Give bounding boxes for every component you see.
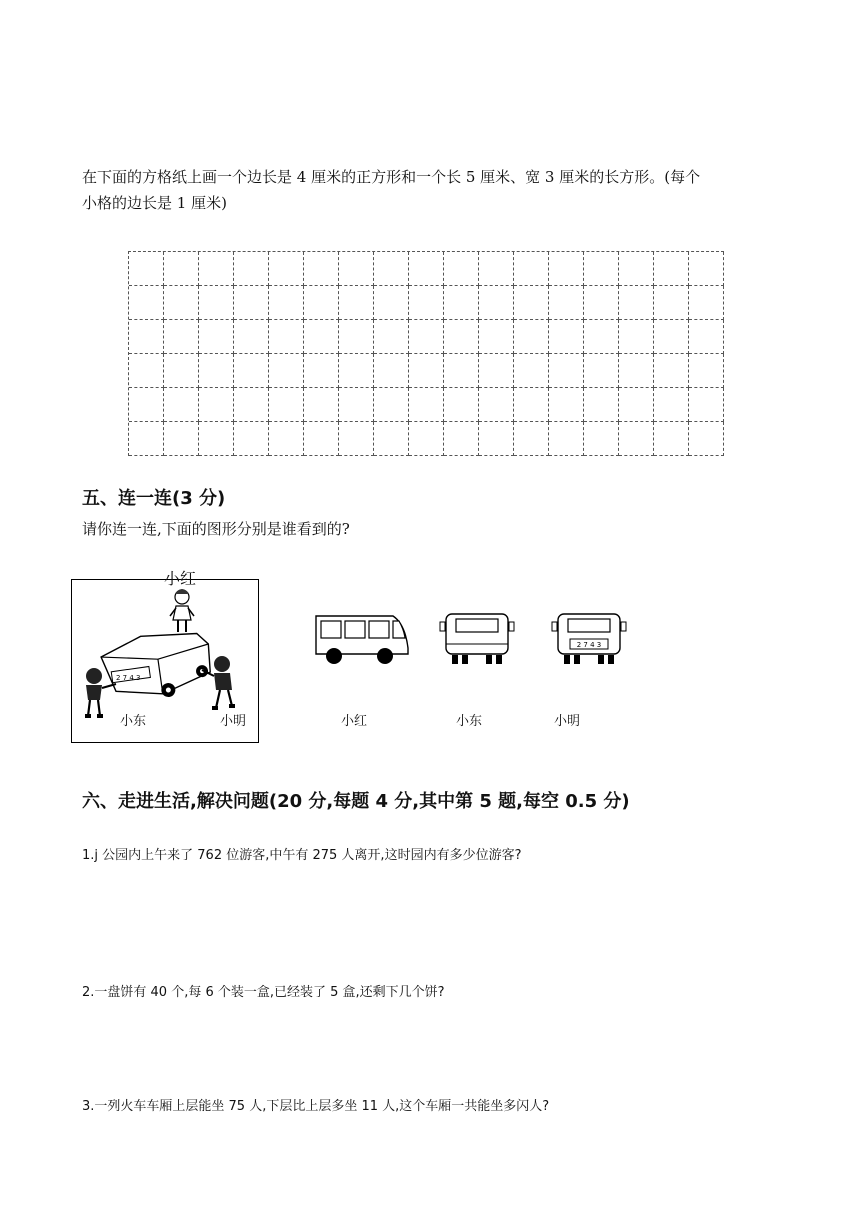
scene-label-right: 小明: [220, 714, 247, 729]
grid-cell: [444, 320, 479, 354]
grid-cell: [444, 388, 479, 422]
grid-cell: [129, 286, 164, 320]
grid-cell: [199, 286, 234, 320]
grid-cell: [654, 422, 689, 456]
grid-cell: [479, 388, 514, 422]
grid-cell: [339, 354, 374, 388]
grid-cell: [619, 320, 654, 354]
grid-cell: [444, 354, 479, 388]
grid-cell: [689, 252, 724, 286]
grid-cell: [584, 422, 619, 456]
grid-cell: [199, 422, 234, 456]
scene-label-top: 小红: [164, 569, 197, 588]
view-side: [313, 612, 411, 672]
grid-cell: [549, 388, 584, 422]
grid-cell: [234, 320, 269, 354]
view-label-2: 小东: [456, 714, 483, 729]
grid-cell: [234, 422, 269, 456]
grid-cell: [269, 252, 304, 286]
grid-cell: [304, 252, 339, 286]
grid-cell: [549, 286, 584, 320]
grid-cell: [234, 354, 269, 388]
grid-cell: [514, 286, 549, 320]
grid-cell: [514, 354, 549, 388]
grid-instruction-line2: 小格的边长是 1 厘米): [82, 194, 227, 212]
question-2: 2.一盘饼有 40 个,每 6 个装一盒,已经装了 5 盒,还剩下几个饼?: [82, 985, 445, 1000]
grid-cell: [409, 252, 444, 286]
grid-cell: [584, 388, 619, 422]
grid-cell: [409, 320, 444, 354]
bus-rear-view-icon: [550, 612, 628, 668]
grid-cell: [444, 286, 479, 320]
grid-cell: [129, 388, 164, 422]
grid-cell: [584, 252, 619, 286]
grid-cell: [549, 252, 584, 286]
grid-cell: [164, 388, 199, 422]
grid-cell: [479, 286, 514, 320]
grid-cell: [374, 422, 409, 456]
grid-cell: [129, 252, 164, 286]
grid-cell: [304, 286, 339, 320]
grid-cell: [409, 422, 444, 456]
grid-cell: [444, 252, 479, 286]
grid-cell: [689, 286, 724, 320]
grid-cell: [689, 320, 724, 354]
scene-label-left: 小东: [120, 714, 147, 729]
grid-cell: [339, 422, 374, 456]
grid-cell: [409, 286, 444, 320]
grid-cell: [304, 320, 339, 354]
grid-cell: [269, 320, 304, 354]
grid-cell: [444, 422, 479, 456]
grid-cell: [129, 320, 164, 354]
rear-plate-text: 2 7 4 3: [576, 641, 602, 649]
question-1: 1.j 公园内上午来了 762 位游客,中午有 275 人离开,这时园内有多少位游客?: [82, 848, 522, 863]
grid-cell: [689, 388, 724, 422]
grid-cell: [549, 320, 584, 354]
question-3: 3.一列火车车厢上层能坐 75 人,下层比上层多坐 11 人,这个车厢一共能坐多闪人?: [82, 1099, 550, 1114]
grid-cell: [514, 422, 549, 456]
grid-cell: [164, 286, 199, 320]
grid-cell: [234, 388, 269, 422]
grid-cell: [654, 388, 689, 422]
grid-cell: [269, 422, 304, 456]
grid-instruction: [82, 164, 802, 216]
scene-plate-text: 2 7 4 3: [116, 674, 141, 682]
grid-cell: [514, 320, 549, 354]
bus-angled-icon: [99, 627, 215, 705]
view-rear: [550, 612, 628, 672]
section5-instruction: 请你连一连,下面的图形分别是谁看到的?: [82, 520, 350, 538]
grid-cell: [199, 388, 234, 422]
grid-cell: [619, 388, 654, 422]
grid-cell: [584, 320, 619, 354]
grid-cell: [339, 388, 374, 422]
grid-cell: [269, 286, 304, 320]
grid-instruction-line1: 在下面的方格纸上画一个边长是 4 厘米的正方形和一个长 5 厘米、宽 3 厘米的长方形。(每个: [82, 168, 701, 186]
grid-cell: [199, 320, 234, 354]
grid-cell: [164, 354, 199, 388]
grid-cell: [269, 354, 304, 388]
grid-cell: [654, 252, 689, 286]
grid-cell: [164, 422, 199, 456]
grid-cell: [374, 388, 409, 422]
grid-cell: [479, 422, 514, 456]
grid-cell: [129, 354, 164, 388]
grid-cell: [619, 422, 654, 456]
grid-cell: [339, 320, 374, 354]
grid-cell: [374, 320, 409, 354]
grid-cell: [339, 286, 374, 320]
grid-cell: [234, 286, 269, 320]
grid-cell: [479, 320, 514, 354]
grid-cell: [584, 286, 619, 320]
grid-cell: [234, 252, 269, 286]
bus-front-view-icon: [438, 612, 516, 668]
grid-cell: [199, 354, 234, 388]
grid-cell: [199, 252, 234, 286]
grid-cell: [514, 388, 549, 422]
grid-cell: [479, 252, 514, 286]
grid-cell: [689, 354, 724, 388]
grid-cell: [129, 422, 164, 456]
grid-cell: [304, 388, 339, 422]
grid-cell: [339, 252, 374, 286]
grid-cell: [619, 286, 654, 320]
grid-cell: [514, 252, 549, 286]
section5-heading: 五、连一连(3 分): [82, 488, 226, 509]
grid-cell: [304, 354, 339, 388]
bus-side-view-icon: [313, 612, 411, 668]
grid-cell: [654, 320, 689, 354]
grid-cell: [549, 354, 584, 388]
grid-cell: [654, 286, 689, 320]
grid-cell: [549, 422, 584, 456]
section6-heading: 六、走进生活,解决问题(20 分,每题 4 分,其中第 5 题,每空 0.5 分): [82, 791, 630, 812]
grid-cell: [374, 252, 409, 286]
grid-cell: [164, 252, 199, 286]
grid-cell: [164, 320, 199, 354]
grid-cell: [584, 354, 619, 388]
grid-cell: [654, 354, 689, 388]
girl-figure-icon: [170, 589, 194, 632]
view-label-1: 小红: [341, 714, 368, 729]
grid-cell: [619, 252, 654, 286]
grid-cell: [374, 286, 409, 320]
grid-cell: [409, 388, 444, 422]
grid-cell: [479, 354, 514, 388]
grid-cell: [269, 388, 304, 422]
view-front: [438, 612, 516, 672]
grid-cell: [689, 422, 724, 456]
square-grid-paper: [128, 251, 724, 456]
grid-cell: [619, 354, 654, 388]
grid-cell: [409, 354, 444, 388]
view-label-3: 小明: [554, 714, 581, 729]
grid-cell: [374, 354, 409, 388]
grid-cell: [304, 422, 339, 456]
